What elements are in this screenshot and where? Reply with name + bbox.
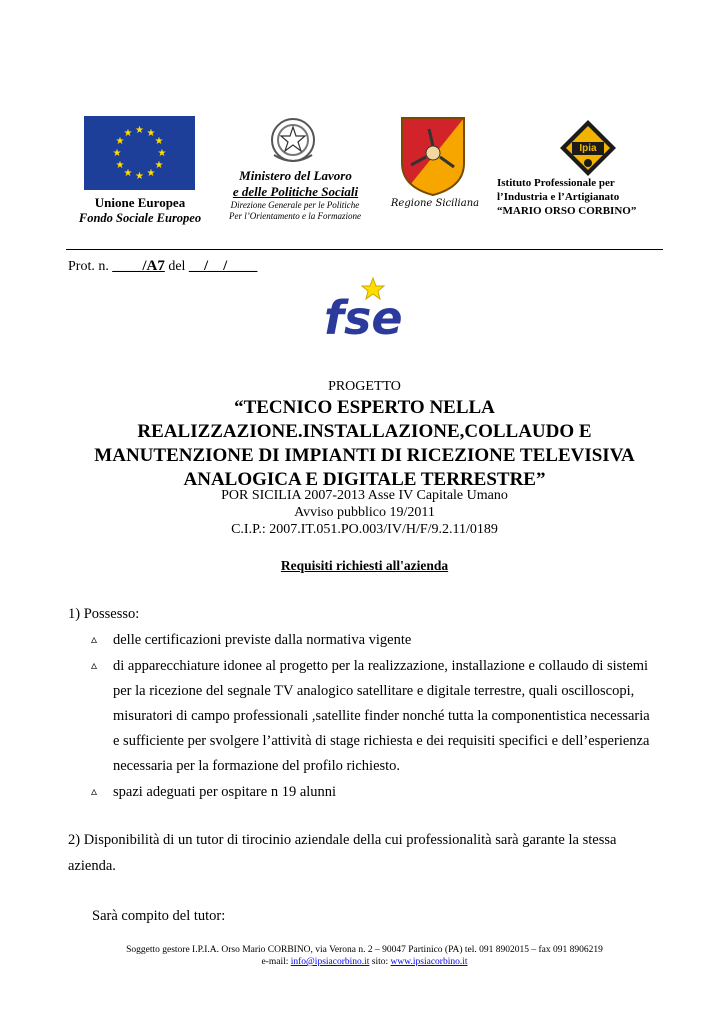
fse-logo-text: fse bbox=[324, 291, 403, 345]
eu-flag-logo bbox=[84, 116, 195, 190]
institute-caption-line1: Istituto Professionale per bbox=[497, 177, 615, 189]
svg-text:★: ★ bbox=[115, 136, 125, 147]
bullet-equipment-line4: e sufficiente per svolgere l’attività di stage richiesta e dei requisiti specifici e dell’esperienza bbox=[113, 733, 650, 749]
svg-text:★: ★ bbox=[146, 128, 156, 139]
svg-text:★: ★ bbox=[123, 168, 133, 179]
section2-line1: 2) Disponibilità di un tutor di tirocinio aziendale della cui professionalità sarà garante la stessa bbox=[68, 832, 617, 848]
bullet-spaces: spazi adeguati per ospitare n 19 alunni bbox=[113, 784, 337, 800]
region-caption: Regione Siciliana bbox=[390, 198, 480, 209]
footer-contacts bbox=[66, 957, 663, 967]
protocol-prefix: Prot. n. bbox=[68, 259, 113, 274]
bullet-equipment-line3: misuratori di campo professionali ,satellite finder nonché tutta la componentistica necessaria bbox=[113, 708, 650, 724]
project-title bbox=[66, 396, 663, 492]
project-avviso: Avviso pubblico 19/2011 bbox=[294, 505, 435, 520]
footer-site-link[interactable]: www.ipsiacorbino.it bbox=[390, 957, 468, 967]
institute-caption-line2: l’Industria e l’Artigianato bbox=[497, 191, 620, 203]
bullet-icon: ▵ bbox=[91, 632, 98, 646]
section2-line2: azienda. bbox=[68, 858, 116, 874]
footer-address: Soggetto gestore I.P.I.A. Orso Mario CORBINO, via Verona n. 2 – 90047 Partinico (PA) tel. 091 8902015 – fax 091 8906219 bbox=[126, 945, 603, 955]
bullet-icon: ▵ bbox=[91, 658, 98, 672]
protocol-number: ____/A7 bbox=[112, 258, 165, 274]
requirements-heading: Requisiti richiesti all'azienda bbox=[280, 558, 449, 573]
svg-text:★: ★ bbox=[154, 160, 164, 171]
footer-site-label: sito: bbox=[369, 957, 391, 967]
bullet-equipment-line2: per la ricezione del segnale TV analogico satellitare e digitale terrestre, quali oscilloscopi, bbox=[113, 683, 635, 699]
protocol-date: __/__/____ bbox=[188, 258, 258, 274]
institute-caption-line3: “MARIO ORSO CORBINO” bbox=[497, 205, 637, 217]
footer-email-label: e-mail: bbox=[261, 957, 291, 967]
svg-text:★: ★ bbox=[112, 148, 122, 159]
ministry-caption-direction bbox=[210, 200, 380, 222]
project-por: POR SICILIA 2007-2013 Asse IV Capitale Umano bbox=[221, 488, 508, 503]
project-label: PROGETTO bbox=[328, 379, 401, 394]
ipia-logo bbox=[558, 118, 618, 178]
section1-heading: 1) Possesso: bbox=[68, 606, 140, 622]
header-divider bbox=[66, 249, 663, 250]
ipia-logo-text: Ipia bbox=[579, 143, 597, 154]
project-title-line1: “TECNICO ESPERTO NELLA bbox=[234, 397, 495, 418]
ministry-caption-line2: e delle Politiche Sociali bbox=[232, 184, 359, 199]
protocol-del: del bbox=[164, 259, 189, 274]
bullet-certifications: delle certificazioni previste dalla normativa vigente bbox=[113, 632, 412, 648]
bullet-icon: ▵ bbox=[91, 784, 98, 798]
svg-text:★: ★ bbox=[154, 136, 164, 147]
svg-text:★: ★ bbox=[135, 125, 144, 136]
tutor-line: Sarà compito del tutor: bbox=[92, 908, 226, 924]
protocol-line bbox=[68, 258, 257, 275]
svg-text:★: ★ bbox=[115, 160, 125, 171]
footer-email-link[interactable]: info@ipsiacorbino.it bbox=[290, 957, 370, 967]
project-title-line4: ANALOGICA E DIGITALE TERRESTRE” bbox=[183, 469, 546, 490]
eu-caption-fund: Fondo Sociale Europeo bbox=[78, 211, 202, 225]
bullet-equipment-line1: di apparecchiature idonee al progetto per la realizzazione, installazione e collaudo di sistemi bbox=[113, 658, 649, 674]
svg-text:★: ★ bbox=[135, 171, 144, 182]
eu-caption-union: Unione Europea bbox=[94, 195, 186, 210]
bullet-equipment-line5: necessaria per la formazione del profilo richiesto. bbox=[113, 758, 401, 774]
fse-logo bbox=[318, 276, 404, 346]
ministry-caption-line1: Ministero del Lavoro bbox=[239, 168, 352, 183]
sicily-region-shield-logo bbox=[399, 115, 467, 197]
project-cip: C.I.P.: 2007.IT.051.PO.003/IV/H/F/9.2.11/0189 bbox=[231, 522, 498, 537]
svg-text:★: ★ bbox=[157, 148, 167, 159]
institute-caption bbox=[497, 176, 667, 218]
ministry-caption-line3: Direzione Generale per le Politiche bbox=[230, 200, 360, 210]
project-title-line2: REALIZZAZIONE.INSTALLAZIONE,COLLAUDO E bbox=[137, 421, 592, 442]
project-title-line3: MANUTENZIONE DI IMPIANTI DI RICEZIONE TELEVISIVA bbox=[94, 445, 635, 466]
svg-text:★: ★ bbox=[146, 168, 156, 179]
ministry-caption-line4: Per l’Orientamento e la Formazione bbox=[229, 211, 361, 221]
italian-republic-emblem-icon bbox=[268, 115, 318, 167]
svg-text:★: ★ bbox=[123, 128, 133, 139]
